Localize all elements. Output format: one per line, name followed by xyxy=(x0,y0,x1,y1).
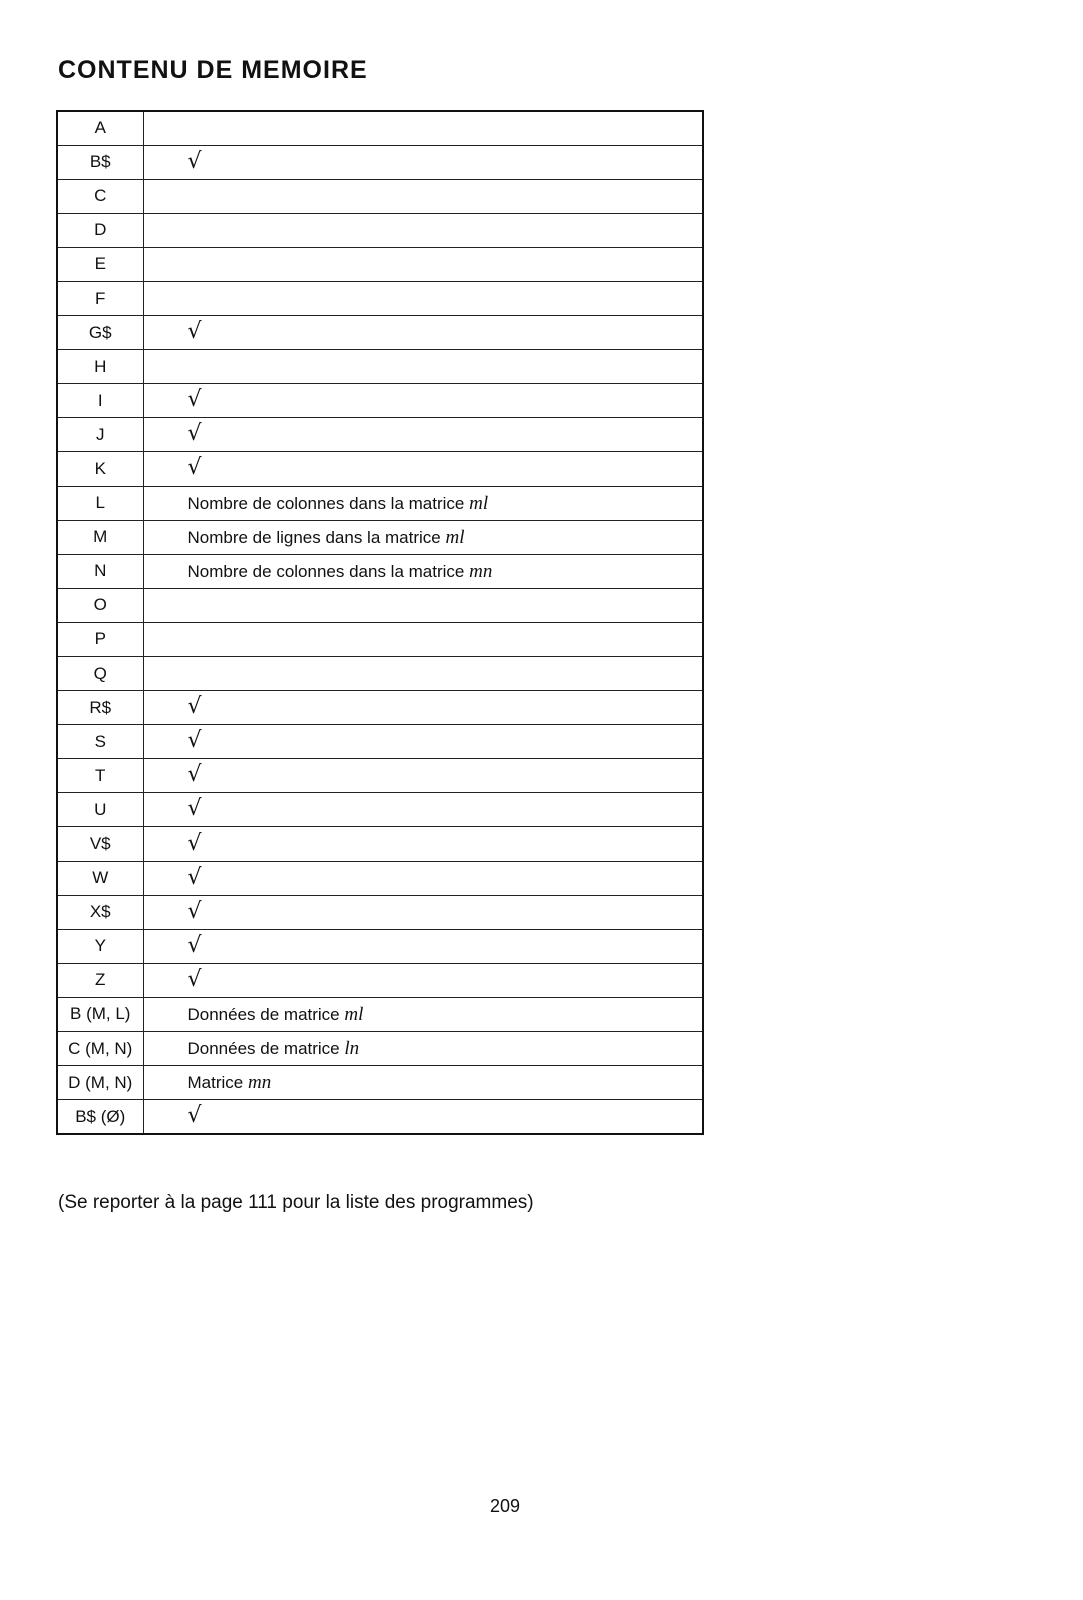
checkmark-icon: √ xyxy=(187,455,202,481)
description-text: Données de matrice xyxy=(187,1004,345,1024)
checkmark-icon: √ xyxy=(187,1103,202,1129)
table-row xyxy=(57,247,703,281)
variable-name-cell: U xyxy=(57,793,143,827)
table-row xyxy=(57,691,703,725)
checkmark-icon: √ xyxy=(187,421,202,447)
page-title: CONTENU DE MEMOIRE xyxy=(58,56,368,84)
variable-name-cell: B$ (Ø) xyxy=(57,1100,143,1134)
variable-name-cell: V$ xyxy=(57,827,143,861)
content-cell xyxy=(143,145,703,179)
table-row xyxy=(57,1100,703,1134)
content-cell xyxy=(143,418,703,452)
table-row xyxy=(57,281,703,315)
variable-name-cell: B (M, L) xyxy=(57,997,143,1031)
variable-name-cell: D (M, N) xyxy=(57,1066,143,1100)
checkmark-icon: √ xyxy=(187,864,202,890)
checkmark-icon: √ xyxy=(187,966,202,992)
variable-name-cell: Q xyxy=(57,657,143,691)
variable-name-cell: W xyxy=(57,861,143,895)
variable-name-cell: C (M, N) xyxy=(57,1032,143,1066)
matrix-name: ml xyxy=(344,1003,364,1025)
content-cell xyxy=(143,963,703,997)
variable-name-cell: J xyxy=(57,418,143,452)
variable-name-cell: T xyxy=(57,759,143,793)
table-row xyxy=(57,929,703,963)
description-text: Nombre de lignes dans la matrice xyxy=(187,527,446,547)
table-row xyxy=(57,588,703,622)
content-cell xyxy=(143,622,703,656)
variable-name-cell: H xyxy=(57,350,143,384)
variable-name-cell: I xyxy=(57,384,143,418)
content-cell xyxy=(143,895,703,929)
table-row xyxy=(57,895,703,929)
table-row xyxy=(57,725,703,759)
content-cell xyxy=(143,1032,703,1066)
table-row xyxy=(57,1032,703,1066)
table-row xyxy=(57,111,703,145)
table-row xyxy=(57,316,703,350)
content-cell xyxy=(143,247,703,281)
table-row xyxy=(57,963,703,997)
variable-name-cell: F xyxy=(57,281,143,315)
variable-name-cell: G$ xyxy=(57,316,143,350)
content-cell xyxy=(143,520,703,554)
variable-name-cell: B$ xyxy=(57,145,143,179)
variable-name-cell: M xyxy=(57,520,143,554)
content-cell xyxy=(143,1100,703,1134)
checkmark-icon: √ xyxy=(187,932,202,958)
page-number: 209 xyxy=(490,1496,521,1516)
content-cell xyxy=(143,657,703,691)
description-text: Données de matrice xyxy=(187,1039,345,1059)
variable-name-cell: D xyxy=(57,213,143,247)
content-cell xyxy=(143,350,703,384)
table-row xyxy=(57,213,703,247)
table-row xyxy=(57,997,703,1031)
variable-name-cell: C xyxy=(57,179,143,213)
memory-table-body xyxy=(57,111,703,1134)
table-row xyxy=(57,759,703,793)
table-row xyxy=(57,1066,703,1100)
matrix-name: ml xyxy=(445,526,465,548)
variable-name-cell: N xyxy=(57,554,143,588)
content-cell xyxy=(143,179,703,213)
content-cell xyxy=(143,725,703,759)
content-cell xyxy=(143,554,703,588)
checkmark-icon: √ xyxy=(187,728,202,754)
table-row xyxy=(57,520,703,554)
checkmark-icon: √ xyxy=(187,830,202,856)
checkmark-icon: √ xyxy=(187,694,202,720)
table-row xyxy=(57,793,703,827)
matrix-name: ln xyxy=(344,1038,360,1060)
table-row xyxy=(57,622,703,656)
content-cell xyxy=(143,691,703,725)
variable-name-cell: O xyxy=(57,588,143,622)
checkmark-icon: √ xyxy=(187,898,202,924)
table-row xyxy=(57,827,703,861)
checkmark-icon: √ xyxy=(187,148,202,174)
checkmark-icon: √ xyxy=(187,387,202,413)
variable-name-cell: R$ xyxy=(57,691,143,725)
variable-name-cell: A xyxy=(57,111,143,145)
variable-name-cell: S xyxy=(57,725,143,759)
content-cell xyxy=(143,929,703,963)
content-cell xyxy=(143,1066,703,1100)
matrix-name: mn xyxy=(469,560,493,582)
content-cell xyxy=(143,827,703,861)
table-row xyxy=(57,145,703,179)
description-text: Matrice xyxy=(187,1073,248,1093)
table-row xyxy=(57,452,703,486)
variable-name-cell: X$ xyxy=(57,895,143,929)
variable-name-cell: K xyxy=(57,452,143,486)
memory-contents-table xyxy=(56,110,704,1135)
content-cell xyxy=(143,997,703,1031)
content-cell xyxy=(143,111,703,145)
content-cell xyxy=(143,281,703,315)
table-row xyxy=(57,657,703,691)
variable-name-cell: P xyxy=(57,622,143,656)
content-cell xyxy=(143,384,703,418)
content-cell xyxy=(143,588,703,622)
table-row xyxy=(57,486,703,520)
checkmark-icon: √ xyxy=(187,762,202,788)
table-row xyxy=(57,861,703,895)
checkmark-icon: √ xyxy=(187,319,202,345)
table-row xyxy=(57,554,703,588)
matrix-name: ml xyxy=(469,492,489,514)
variable-name-cell: E xyxy=(57,247,143,281)
variable-name-cell: Y xyxy=(57,929,143,963)
table-row xyxy=(57,179,703,213)
content-cell xyxy=(143,793,703,827)
table-row xyxy=(57,418,703,452)
variable-name-cell: L xyxy=(57,486,143,520)
description-text: Nombre de colonnes dans la matrice xyxy=(187,493,470,513)
description-text: Nombre de colonnes dans la matrice xyxy=(187,561,470,581)
content-cell xyxy=(143,213,703,247)
matrix-name: mn xyxy=(247,1072,272,1094)
variable-name-cell: Z xyxy=(57,963,143,997)
content-cell xyxy=(143,316,703,350)
content-cell xyxy=(143,759,703,793)
content-cell xyxy=(143,452,703,486)
content-cell xyxy=(143,861,703,895)
table-row xyxy=(57,350,703,384)
footnote: (Se reporter à la page 111 pour la liste des programmes) xyxy=(58,1192,534,1213)
table-row xyxy=(57,384,703,418)
content-cell xyxy=(143,486,703,520)
checkmark-icon: √ xyxy=(187,796,202,822)
